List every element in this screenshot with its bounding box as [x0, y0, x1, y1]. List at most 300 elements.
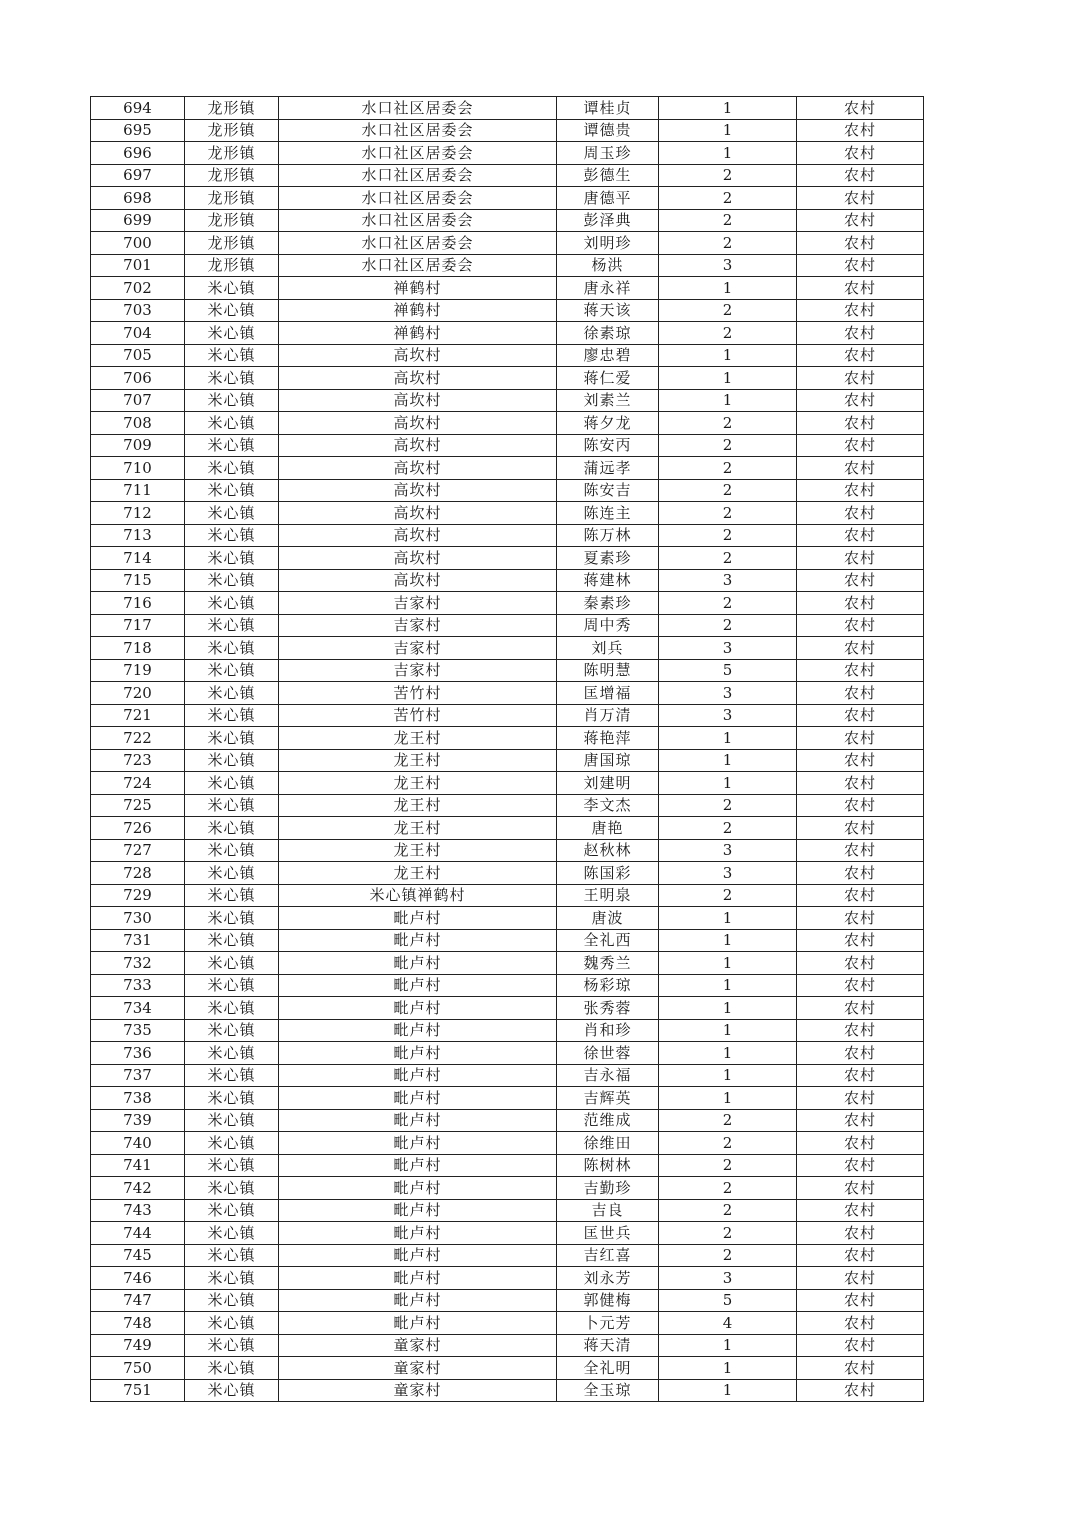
cell-area-type: 农村: [797, 547, 924, 570]
cell-village: 禅鹤村: [279, 322, 557, 345]
cell-area-type: 农村: [797, 839, 924, 862]
cell-household-count: 1: [659, 997, 797, 1020]
cell-row-number: 744: [91, 1222, 185, 1245]
cell-village: 毗卢村: [279, 952, 557, 975]
cell-town: 米心镇: [185, 1064, 279, 1087]
cell-household-count: 5: [659, 1289, 797, 1312]
table-row: [91, 1379, 924, 1402]
cell-town: 米心镇: [185, 322, 279, 345]
table-row: [91, 637, 924, 660]
cell-village: 龙王村: [279, 839, 557, 862]
cell-town: 龙形镇: [185, 164, 279, 187]
cell-area-type: 农村: [797, 344, 924, 367]
cell-village: 米心镇禅鹤村: [279, 884, 557, 907]
table-row: [91, 907, 924, 930]
cell-name: 蒋建林: [557, 569, 659, 592]
cell-row-number: 713: [91, 524, 185, 547]
cell-town: 米心镇: [185, 344, 279, 367]
cell-row-number: 710: [91, 457, 185, 480]
table-row: [91, 1267, 924, 1290]
cell-household-count: 1: [659, 1334, 797, 1357]
cell-village: 龙王村: [279, 727, 557, 750]
cell-village: 苦竹村: [279, 704, 557, 727]
cell-village: 童家村: [279, 1357, 557, 1380]
cell-household-count: 2: [659, 299, 797, 322]
cell-village: 毗卢村: [279, 1312, 557, 1335]
table-row: [91, 1064, 924, 1087]
cell-name: 肖万清: [557, 704, 659, 727]
cell-row-number: 730: [91, 907, 185, 930]
cell-household-count: 1: [659, 1357, 797, 1380]
cell-town: 米心镇: [185, 817, 279, 840]
table-row: [91, 772, 924, 795]
table-row: [91, 187, 924, 210]
table-row: [91, 659, 924, 682]
cell-village: 毗卢村: [279, 974, 557, 997]
table-row: [91, 434, 924, 457]
cell-household-count: 1: [659, 142, 797, 165]
cell-area-type: 农村: [797, 502, 924, 525]
cell-area-type: 农村: [797, 794, 924, 817]
cell-row-number: 724: [91, 772, 185, 795]
cell-town: 米心镇: [185, 727, 279, 750]
cell-household-count: 2: [659, 592, 797, 615]
cell-household-count: 2: [659, 187, 797, 210]
cell-household-count: 2: [659, 794, 797, 817]
cell-row-number: 750: [91, 1357, 185, 1380]
cell-name: 肖和珍: [557, 1019, 659, 1042]
cell-town: 米心镇: [185, 547, 279, 570]
table-row: [91, 1042, 924, 1065]
cell-name: 秦素珍: [557, 592, 659, 615]
cell-name: 蒲远孝: [557, 457, 659, 480]
cell-household-count: 2: [659, 457, 797, 480]
cell-village: 吉家村: [279, 614, 557, 637]
cell-name: 赵秋林: [557, 839, 659, 862]
cell-name: 唐永祥: [557, 277, 659, 300]
cell-household-count: 1: [659, 1087, 797, 1110]
cell-village: 水口社区居委会: [279, 97, 557, 120]
cell-town: 米心镇: [185, 997, 279, 1020]
cell-town: 米心镇: [185, 862, 279, 885]
cell-village: 毗卢村: [279, 1042, 557, 1065]
cell-row-number: 699: [91, 209, 185, 232]
table-row: [91, 119, 924, 142]
cell-household-count: 2: [659, 547, 797, 570]
cell-area-type: 农村: [797, 592, 924, 615]
cell-area-type: 农村: [797, 1109, 924, 1132]
cell-household-count: 1: [659, 344, 797, 367]
cell-name: 夏素珍: [557, 547, 659, 570]
cell-village: 毗卢村: [279, 1154, 557, 1177]
cell-household-count: 2: [659, 322, 797, 345]
cell-row-number: 707: [91, 389, 185, 412]
cell-row-number: 696: [91, 142, 185, 165]
cell-row-number: 729: [91, 884, 185, 907]
cell-household-count: 2: [659, 434, 797, 457]
cell-village: 毗卢村: [279, 907, 557, 930]
table-row: [91, 299, 924, 322]
cell-name: 唐波: [557, 907, 659, 930]
cell-village: 水口社区居委会: [279, 232, 557, 255]
cell-town: 米心镇: [185, 1042, 279, 1065]
cell-village: 毗卢村: [279, 1289, 557, 1312]
table-row: [91, 569, 924, 592]
cell-area-type: 农村: [797, 1087, 924, 1110]
cell-household-count: 1: [659, 907, 797, 930]
cell-village: 高坎村: [279, 434, 557, 457]
cell-name: 全礼明: [557, 1357, 659, 1380]
cell-household-count: 1: [659, 389, 797, 412]
table-row: [91, 164, 924, 187]
cell-area-type: 农村: [797, 727, 924, 750]
table-row: [91, 997, 924, 1020]
cell-area-type: 农村: [797, 1334, 924, 1357]
cell-town: 米心镇: [185, 1312, 279, 1335]
cell-name: 周玉珍: [557, 142, 659, 165]
cell-row-number: 727: [91, 839, 185, 862]
cell-town: 米心镇: [185, 884, 279, 907]
cell-household-count: 5: [659, 659, 797, 682]
cell-area-type: 农村: [797, 1312, 924, 1335]
cell-row-number: 709: [91, 434, 185, 457]
cell-household-count: 3: [659, 704, 797, 727]
cell-household-count: 3: [659, 1267, 797, 1290]
cell-village: 水口社区居委会: [279, 209, 557, 232]
cell-name: 张秀蓉: [557, 997, 659, 1020]
cell-row-number: 717: [91, 614, 185, 637]
table-row: [91, 389, 924, 412]
cell-area-type: 农村: [797, 457, 924, 480]
cell-village: 高坎村: [279, 524, 557, 547]
cell-town: 米心镇: [185, 1177, 279, 1200]
cell-village: 吉家村: [279, 637, 557, 660]
cell-name: 陈树林: [557, 1154, 659, 1177]
cell-row-number: 721: [91, 704, 185, 727]
cell-area-type: 农村: [797, 412, 924, 435]
cell-household-count: 2: [659, 209, 797, 232]
cell-row-number: 695: [91, 119, 185, 142]
cell-area-type: 农村: [797, 704, 924, 727]
cell-row-number: 742: [91, 1177, 185, 1200]
cell-area-type: 农村: [797, 1222, 924, 1245]
cell-row-number: 736: [91, 1042, 185, 1065]
cell-village: 龙王村: [279, 749, 557, 772]
cell-household-count: 1: [659, 727, 797, 750]
cell-name: 全玉琼: [557, 1379, 659, 1402]
cell-household-count: 3: [659, 569, 797, 592]
cell-area-type: 农村: [797, 367, 924, 390]
cell-name: 刘素兰: [557, 389, 659, 412]
cell-name: 徐素琼: [557, 322, 659, 345]
cell-row-number: 718: [91, 637, 185, 660]
cell-row-number: 722: [91, 727, 185, 750]
cell-town: 米心镇: [185, 907, 279, 930]
cell-village: 毗卢村: [279, 1064, 557, 1087]
cell-town: 米心镇: [185, 1379, 279, 1402]
cell-area-type: 农村: [797, 929, 924, 952]
cell-area-type: 农村: [797, 1267, 924, 1290]
cell-area-type: 农村: [797, 1379, 924, 1402]
cell-row-number: 708: [91, 412, 185, 435]
cell-row-number: 751: [91, 1379, 185, 1402]
table-row: [91, 1019, 924, 1042]
cell-row-number: 703: [91, 299, 185, 322]
cell-name: 吉永福: [557, 1064, 659, 1087]
cell-town: 龙形镇: [185, 254, 279, 277]
cell-name: 吉良: [557, 1199, 659, 1222]
table-row: [91, 1312, 924, 1335]
cell-village: 水口社区居委会: [279, 254, 557, 277]
cell-name: 刘兵: [557, 637, 659, 660]
table-row: [91, 344, 924, 367]
cell-town: 米心镇: [185, 1019, 279, 1042]
table-row: [91, 524, 924, 547]
cell-name: 徐世蓉: [557, 1042, 659, 1065]
cell-name: 刘建明: [557, 772, 659, 795]
cell-area-type: 农村: [797, 524, 924, 547]
cell-name: 吉辉英: [557, 1087, 659, 1110]
cell-household-count: 2: [659, 1154, 797, 1177]
table-row: [91, 547, 924, 570]
cell-town: 米心镇: [185, 659, 279, 682]
table-row: [91, 142, 924, 165]
cell-household-count: 1: [659, 952, 797, 975]
cell-area-type: 农村: [797, 1154, 924, 1177]
cell-area-type: 农村: [797, 434, 924, 457]
cell-name: 陈国彩: [557, 862, 659, 885]
cell-town: 米心镇: [185, 434, 279, 457]
table-row: [91, 817, 924, 840]
cell-row-number: 733: [91, 974, 185, 997]
table-row: [91, 1177, 924, 1200]
cell-household-count: 1: [659, 929, 797, 952]
cell-row-number: 700: [91, 232, 185, 255]
cell-area-type: 农村: [797, 254, 924, 277]
table-row: [91, 209, 924, 232]
cell-household-count: 1: [659, 277, 797, 300]
cell-village: 水口社区居委会: [279, 187, 557, 210]
cell-row-number: 728: [91, 862, 185, 885]
cell-village: 毗卢村: [279, 1222, 557, 1245]
cell-household-count: 1: [659, 974, 797, 997]
cell-village: 水口社区居委会: [279, 119, 557, 142]
cell-town: 米心镇: [185, 592, 279, 615]
cell-row-number: 697: [91, 164, 185, 187]
cell-area-type: 农村: [797, 1042, 924, 1065]
cell-town: 龙形镇: [185, 209, 279, 232]
cell-household-count: 2: [659, 412, 797, 435]
cell-row-number: 712: [91, 502, 185, 525]
cell-household-count: 2: [659, 502, 797, 525]
cell-row-number: 701: [91, 254, 185, 277]
cell-row-number: 737: [91, 1064, 185, 1087]
cell-household-count: 1: [659, 772, 797, 795]
cell-area-type: 农村: [797, 569, 924, 592]
cell-name: 蒋艳萍: [557, 727, 659, 750]
cell-village: 苦竹村: [279, 682, 557, 705]
cell-area-type: 农村: [797, 479, 924, 502]
cell-village: 水口社区居委会: [279, 142, 557, 165]
cell-household-count: 2: [659, 524, 797, 547]
cell-area-type: 农村: [797, 1244, 924, 1267]
table-row: [91, 1289, 924, 1312]
cell-town: 米心镇: [185, 839, 279, 862]
cell-area-type: 农村: [797, 907, 924, 930]
cell-village: 毗卢村: [279, 1019, 557, 1042]
cell-village: 毗卢村: [279, 1177, 557, 1200]
cell-town: 米心镇: [185, 457, 279, 480]
cell-town: 龙形镇: [185, 187, 279, 210]
cell-town: 米心镇: [185, 1087, 279, 1110]
cell-row-number: 738: [91, 1087, 185, 1110]
cell-town: 米心镇: [185, 794, 279, 817]
cell-village: 高坎村: [279, 367, 557, 390]
cell-name: 匡增福: [557, 682, 659, 705]
cell-household-count: 2: [659, 1109, 797, 1132]
cell-town: 米心镇: [185, 1267, 279, 1290]
cell-area-type: 农村: [797, 884, 924, 907]
cell-household-count: 2: [659, 1244, 797, 1267]
cell-area-type: 农村: [797, 119, 924, 142]
cell-town: 米心镇: [185, 524, 279, 547]
cell-town: 龙形镇: [185, 97, 279, 120]
cell-household-count: 3: [659, 254, 797, 277]
cell-town: 米心镇: [185, 614, 279, 637]
table-row: [91, 479, 924, 502]
cell-row-number: 731: [91, 929, 185, 952]
table-row: [91, 929, 924, 952]
cell-name: 蒋仁爱: [557, 367, 659, 390]
cell-name: 李文杰: [557, 794, 659, 817]
cell-row-number: 726: [91, 817, 185, 840]
table-row: [91, 412, 924, 435]
cell-town: 米心镇: [185, 277, 279, 300]
cell-village: 吉家村: [279, 659, 557, 682]
cell-name: 唐德平: [557, 187, 659, 210]
cell-row-number: 734: [91, 997, 185, 1020]
cell-area-type: 农村: [797, 862, 924, 885]
cell-row-number: 716: [91, 592, 185, 615]
cell-village: 高坎村: [279, 502, 557, 525]
cell-area-type: 农村: [797, 1132, 924, 1155]
table-row: [91, 502, 924, 525]
cell-row-number: 745: [91, 1244, 185, 1267]
cell-household-count: 1: [659, 1064, 797, 1087]
cell-town: 米心镇: [185, 1199, 279, 1222]
cell-town: 米心镇: [185, 1154, 279, 1177]
table-row: [91, 1244, 924, 1267]
cell-name: 蒋天该: [557, 299, 659, 322]
cell-name: 谭德贵: [557, 119, 659, 142]
cell-name: 吉红喜: [557, 1244, 659, 1267]
cell-area-type: 农村: [797, 142, 924, 165]
cell-town: 米心镇: [185, 1109, 279, 1132]
table-row: [91, 839, 924, 862]
table-row: [91, 749, 924, 772]
cell-household-count: 2: [659, 1132, 797, 1155]
cell-row-number: 743: [91, 1199, 185, 1222]
cell-name: 唐艳: [557, 817, 659, 840]
cell-household-count: 2: [659, 614, 797, 637]
cell-area-type: 农村: [797, 1019, 924, 1042]
cell-area-type: 农村: [797, 97, 924, 120]
cell-row-number: 746: [91, 1267, 185, 1290]
cell-village: 高坎村: [279, 389, 557, 412]
cell-household-count: 3: [659, 839, 797, 862]
table-row: [91, 1334, 924, 1357]
cell-row-number: 725: [91, 794, 185, 817]
cell-row-number: 749: [91, 1334, 185, 1357]
cell-area-type: 农村: [797, 637, 924, 660]
cell-village: 童家村: [279, 1379, 557, 1402]
table-row: [91, 862, 924, 885]
cell-town: 龙形镇: [185, 142, 279, 165]
cell-household-count: 2: [659, 1199, 797, 1222]
cell-village: 龙王村: [279, 817, 557, 840]
cell-name: 彭泽典: [557, 209, 659, 232]
cell-area-type: 农村: [797, 187, 924, 210]
cell-town: 米心镇: [185, 1357, 279, 1380]
cell-household-count: 3: [659, 862, 797, 885]
cell-area-type: 农村: [797, 277, 924, 300]
table-row: [91, 952, 924, 975]
table-row: [91, 592, 924, 615]
cell-area-type: 农村: [797, 974, 924, 997]
table-row: [91, 1222, 924, 1245]
cell-name: 王明泉: [557, 884, 659, 907]
cell-name: 陈安吉: [557, 479, 659, 502]
cell-household-count: 4: [659, 1312, 797, 1335]
cell-area-type: 农村: [797, 389, 924, 412]
cell-village: 高坎村: [279, 569, 557, 592]
cell-row-number: 702: [91, 277, 185, 300]
cell-town: 米心镇: [185, 1289, 279, 1312]
table-row: [91, 232, 924, 255]
cell-row-number: 735: [91, 1019, 185, 1042]
cell-household-count: 2: [659, 479, 797, 502]
table-row: [91, 322, 924, 345]
cell-town: 米心镇: [185, 367, 279, 390]
cell-town: 米心镇: [185, 952, 279, 975]
cell-row-number: 732: [91, 952, 185, 975]
cell-village: 毗卢村: [279, 1109, 557, 1132]
cell-row-number: 704: [91, 322, 185, 345]
cell-row-number: 705: [91, 344, 185, 367]
cell-household-count: 1: [659, 1042, 797, 1065]
table-row: [91, 794, 924, 817]
cell-village: 龙王村: [279, 772, 557, 795]
cell-household-count: 1: [659, 367, 797, 390]
cell-name: 杨彩琼: [557, 974, 659, 997]
cell-household-count: 2: [659, 1177, 797, 1200]
cell-area-type: 农村: [797, 749, 924, 772]
cell-name: 陈明慧: [557, 659, 659, 682]
cell-town: 龙形镇: [185, 119, 279, 142]
cell-town: 米心镇: [185, 389, 279, 412]
cell-name: 陈万林: [557, 524, 659, 547]
cell-area-type: 农村: [797, 1289, 924, 1312]
cell-town: 米心镇: [185, 704, 279, 727]
cell-name: 吉勤珍: [557, 1177, 659, 1200]
cell-household-count: 1: [659, 97, 797, 120]
cell-name: 匡世兵: [557, 1222, 659, 1245]
cell-town: 米心镇: [185, 1244, 279, 1267]
cell-name: 刘永芳: [557, 1267, 659, 1290]
cell-village: 吉家村: [279, 592, 557, 615]
cell-name: 全礼西: [557, 929, 659, 952]
table-row: [91, 367, 924, 390]
